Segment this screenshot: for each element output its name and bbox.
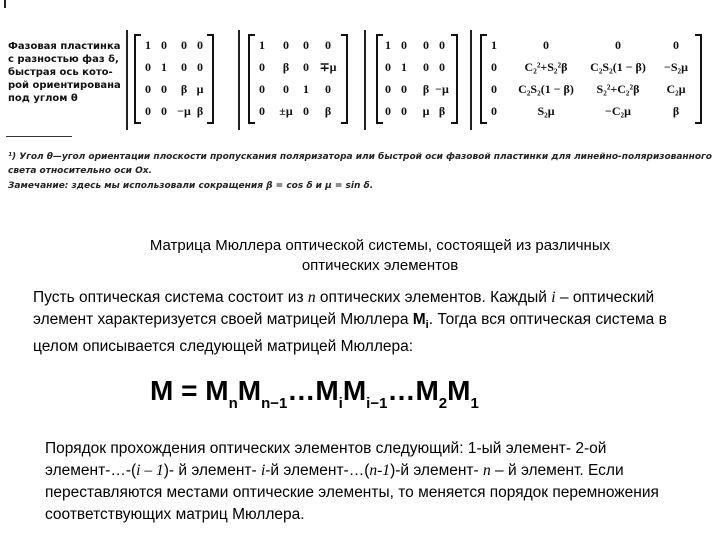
matrix-cell: 0 [491, 60, 497, 74]
matrix-row [248, 38, 348, 58]
matrix-cell: 0 [197, 38, 203, 52]
footnote-note: Замечание: здесь мы использовали сокращения β = cos δ и μ = sin δ. [8, 181, 374, 191]
retarder-matrix-1 [134, 34, 214, 124]
text-run: )-й элемент- [390, 462, 483, 479]
footnote-text: света относительно оси Ox. [8, 166, 152, 176]
matrix-cell: C₂S₂(1 − β) [590, 60, 646, 74]
matrix-row [134, 104, 214, 124]
label-line: быстрая ось кото- [8, 67, 113, 78]
formula-sub: n [228, 395, 238, 412]
matrix-cell: β [422, 82, 430, 96]
matrix-row [480, 60, 702, 80]
label-line: Фазовая пластинка [8, 41, 121, 52]
matrix-cell: 0 [543, 38, 549, 52]
matrix-cell: −μ [435, 82, 449, 96]
var-i: i [551, 289, 556, 306]
matrix-row [480, 38, 702, 58]
text-run: Порядок прохождения оптических элементов следующий: 1-ый элемент- 2-ой элемент-…-( [45, 440, 607, 479]
matrix-row [248, 82, 348, 102]
matrix-cell: S₂²+C₂²β [596, 82, 640, 96]
formula-sub: i [338, 395, 343, 412]
matrix-cell: β [324, 104, 332, 118]
retarder-matrix-2 [248, 34, 348, 124]
matrix-cell: 0 [283, 82, 289, 96]
text-run: )- й элемент- [163, 462, 261, 479]
matrix-cell: 0 [303, 60, 309, 74]
title-line: Матрица Мюллера оптической системы, состоящей из различных [149, 237, 611, 254]
text-run: оптических элементов. Каждый [315, 289, 552, 306]
matrix-cell: 0 [491, 104, 497, 118]
matrix-cell: 0 [385, 60, 391, 74]
matrix-cell: 0 [145, 104, 151, 118]
phase-plate-label [8, 40, 126, 105]
column-divider [364, 30, 366, 130]
formula-part: M = M [150, 375, 229, 406]
matrix-cell: 1 [401, 60, 407, 74]
matrix-cell: 0 [303, 104, 309, 118]
matrix-cell: β [672, 104, 680, 118]
matrix-cell: 0 [615, 38, 621, 52]
matrix-cell: 0 [181, 38, 187, 52]
footnote-text: ¹) Угол θ—угол ориентации плоскости пропускания поляризатора или быстрой оси фазовой пластинки для линейно-поляризованного [8, 152, 712, 162]
matrix-cell: 1 [385, 38, 391, 52]
matrix-cell: 0 [325, 38, 331, 52]
var-i: i [260, 462, 266, 479]
matrix-cell: 0 [181, 60, 187, 74]
matrix-row [248, 60, 348, 80]
matrix-row [134, 38, 214, 58]
matrix-cell: 0 [385, 104, 391, 118]
formula-sub: i−1 [366, 395, 388, 412]
footnote-rule [6, 136, 72, 137]
matrix-row [134, 60, 214, 80]
text-run: – оптический элемент характеризуется своей матрицей Мюллера [33, 289, 655, 328]
matrix-cell: 1 [161, 60, 167, 74]
title-line: оптических элементов [301, 257, 459, 274]
matrix-cell: ±μ [279, 104, 293, 118]
matrix-cell: 0 [259, 82, 265, 96]
matrix-cell: 1 [259, 38, 265, 52]
matrix-cell: 0 [161, 82, 167, 96]
column-divider [470, 30, 472, 130]
slide-title [80, 236, 680, 276]
column-divider [126, 30, 128, 130]
matrix-cell: 0 [401, 82, 407, 96]
paragraph-order [45, 438, 685, 526]
matrix-row [376, 60, 458, 80]
text-run: Пусть оптическая система состоит из [33, 289, 308, 306]
label-line: под углом θ [8, 93, 78, 104]
matrix-cell: β [196, 104, 204, 118]
paragraph-definition [33, 287, 693, 358]
retarder-matrix-4 [480, 34, 702, 124]
formula-part: …M [287, 375, 339, 406]
matrix-cell: 1 [145, 38, 151, 52]
var-n-minus-1: n-1 [369, 462, 391, 479]
matrix-row [480, 82, 702, 102]
matrix-cell: 0 [145, 82, 151, 96]
matrix-cell: C₂²+S₂²β [524, 60, 568, 74]
var-i-minus-1: i – 1 [136, 462, 164, 479]
matrix-cell: 0 [197, 60, 203, 74]
matrix-subscript: i [425, 319, 429, 332]
scanned-table-fragment [0, 0, 720, 215]
matrix-cell: μ [422, 104, 430, 118]
matrix-cell: 0 [161, 38, 167, 52]
matrix-row [480, 104, 702, 124]
matrix-cell: 0 [283, 38, 289, 52]
matrix-cell: −S₂μ [664, 60, 688, 74]
matrix-cell: 0 [401, 38, 407, 52]
formula-sub: n−1 [261, 395, 288, 412]
matrix-cell: S₂μ [537, 104, 555, 118]
formula-part: M [342, 375, 367, 406]
matrix-cell: 0 [385, 82, 391, 96]
label-line: рой ориентирована [8, 80, 121, 91]
matrix-cell: 0 [259, 104, 265, 118]
matrix-cell: C₂μ [666, 82, 686, 96]
matrix-cell: −C₂μ [605, 104, 631, 118]
matrix-symbol: M [412, 311, 426, 328]
matrix-cell: 0 [423, 60, 429, 74]
matrix-row [248, 104, 348, 124]
formula-part: M [237, 375, 262, 406]
table-border [4, 0, 6, 8]
matrix-cell: 0 [401, 104, 407, 118]
text-run: – й элемент. Если переставляются местами оптические элементы, то меняется порядок перемножения соответствующих матриц Мюллера. [45, 462, 659, 523]
label-line: с разностью фаз δ, [8, 54, 119, 65]
matrix-cell: β [282, 60, 290, 74]
matrix-cell: 1 [491, 38, 497, 52]
matrix-row [376, 82, 458, 102]
matrix-cell: C₂S₂(1 − β) [518, 82, 574, 96]
matrix-cell: 0 [491, 82, 497, 96]
text-run: -й элемент-…( [265, 462, 370, 479]
matrix-cell: 0 [439, 60, 445, 74]
formula-sub: 2 [438, 395, 448, 412]
formula-part: M [447, 375, 471, 406]
matrix-cell: 0 [325, 82, 331, 96]
column-divider [238, 30, 240, 130]
mueller-product-formula [150, 375, 580, 425]
text-run: . Тогда вся оптическая система в целом описывается следующей матрицей Мюллера: [33, 311, 667, 356]
matrix-cell: β [438, 104, 446, 118]
formula-sub: 1 [470, 395, 479, 412]
matrix-cell: ∓μ [319, 60, 337, 74]
matrix-cell: 0 [145, 60, 151, 74]
formula-part: …M [387, 375, 439, 406]
matrix-cell: −μ [177, 104, 191, 118]
matrix-cell: 0 [439, 38, 445, 52]
matrix-cell: 0 [303, 38, 309, 52]
matrix-row [134, 82, 214, 102]
matrix-cell: 1 [303, 82, 309, 96]
matrix-cell: 0 [423, 38, 429, 52]
matrix-cell: μ [196, 82, 204, 96]
var-n: n [483, 462, 491, 479]
matrix-cell: β [180, 82, 188, 96]
matrix-row [376, 38, 458, 58]
matrix-cell: 0 [259, 60, 265, 74]
matrix-cell: 0 [161, 104, 167, 118]
retarder-matrix-3 [376, 34, 458, 124]
matrix-cell: 0 [673, 38, 679, 52]
matrix-row [376, 104, 458, 124]
var-n: n [307, 289, 316, 306]
